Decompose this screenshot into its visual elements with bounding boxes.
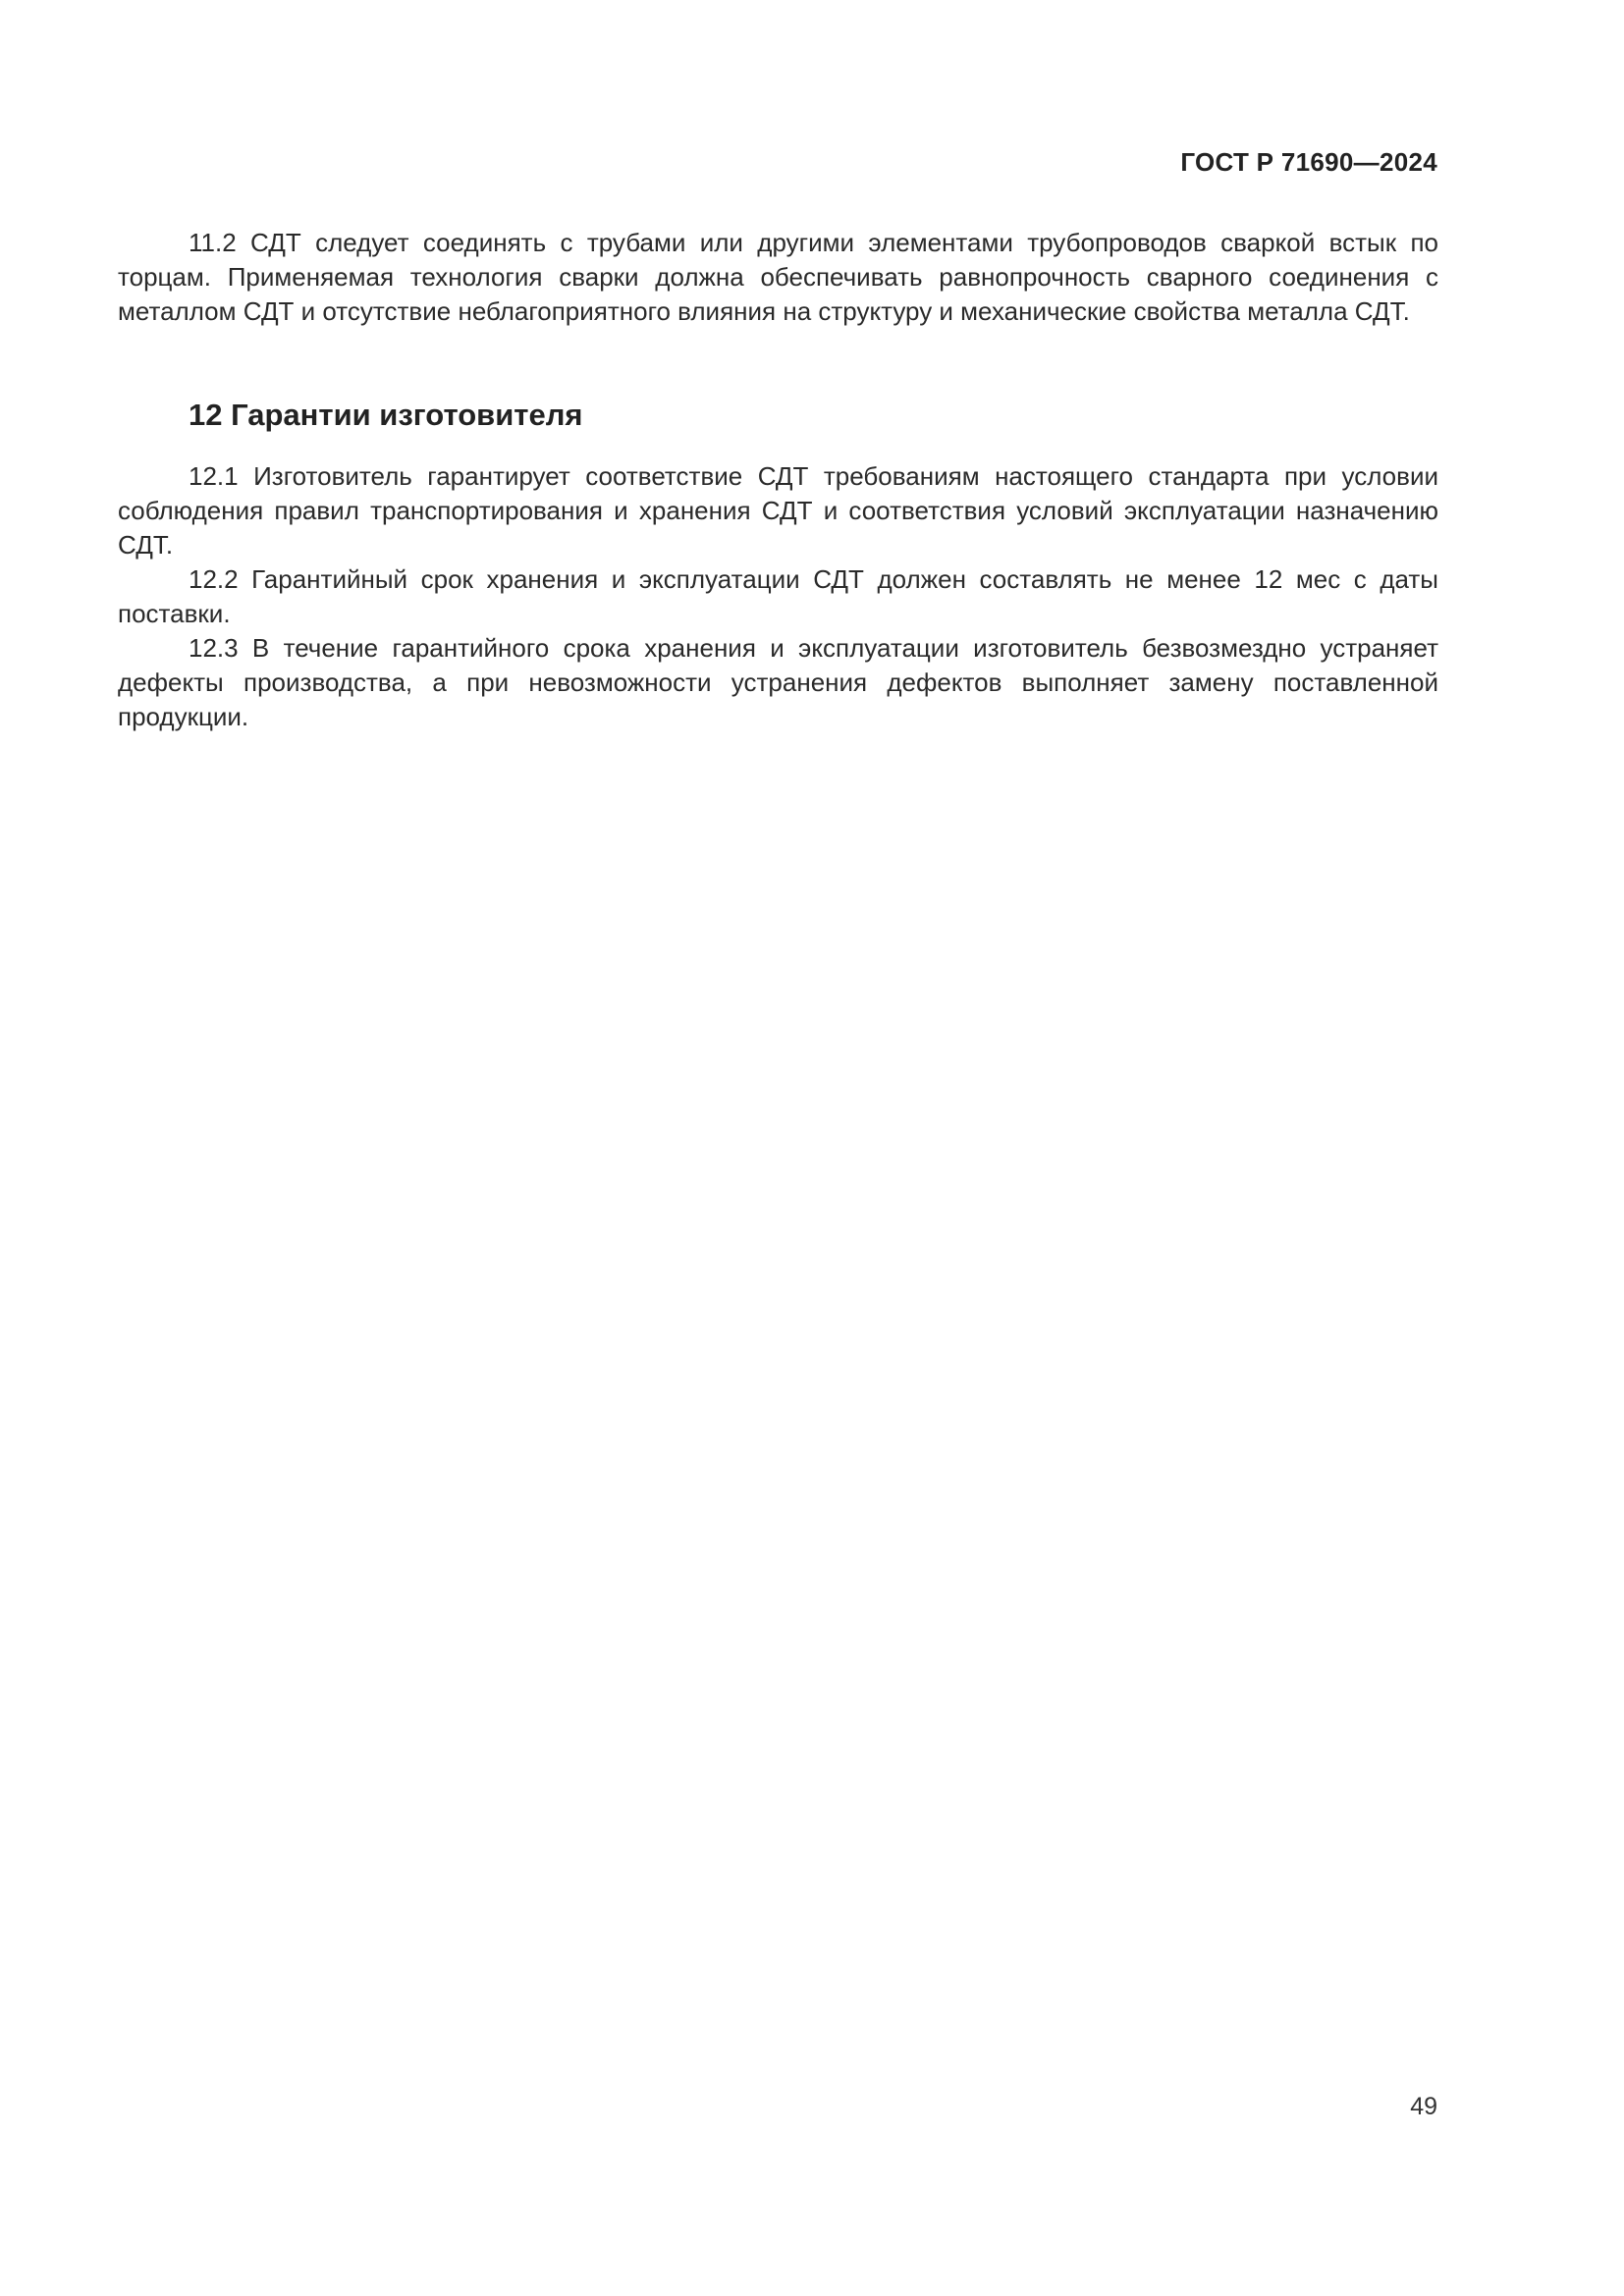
paragraph-12-2: 12.2 Гарантийный срок хранения и эксплуатации СДТ должен составлять не менее 12 мес с даты поставки. — [118, 564, 1438, 628]
document-code-header: ГОСТ Р 71690—2024 — [1180, 147, 1437, 177]
paragraph-12-3: 12.3 В течение гарантийного срока хранения и эксплуатации изготовитель безвозмездно устраняет дефекты производства, а при невозможности устранения дефектов выполняет замену поставленной продукции. — [118, 633, 1438, 731]
section-12-body — [118, 459, 1438, 734]
paragraph-11-2: 11.2 СДТ следует соединять с трубами или другими элементами трубопроводов сваркой встык по торцам. Применяемая технология сварки должна обеспечивать равнопрочность сварного соединения с металлом СДТ и отсутствие неблагоприятного влияния на структуру и механические свойства металла СДТ. — [118, 228, 1438, 326]
section-12-heading: 12 Гарантии изготовителя — [189, 398, 583, 432]
page-number: 49 — [1410, 2093, 1437, 2120]
section-11-body — [118, 226, 1438, 329]
paragraph-12-1: 12.1 Изготовитель гарантирует соответствие СДТ требованиям настоящего стандарта при условии соблюдения правил транспортирования и хранения СДТ и соответствия условий эксплуатации назначению СДТ. — [118, 461, 1438, 560]
